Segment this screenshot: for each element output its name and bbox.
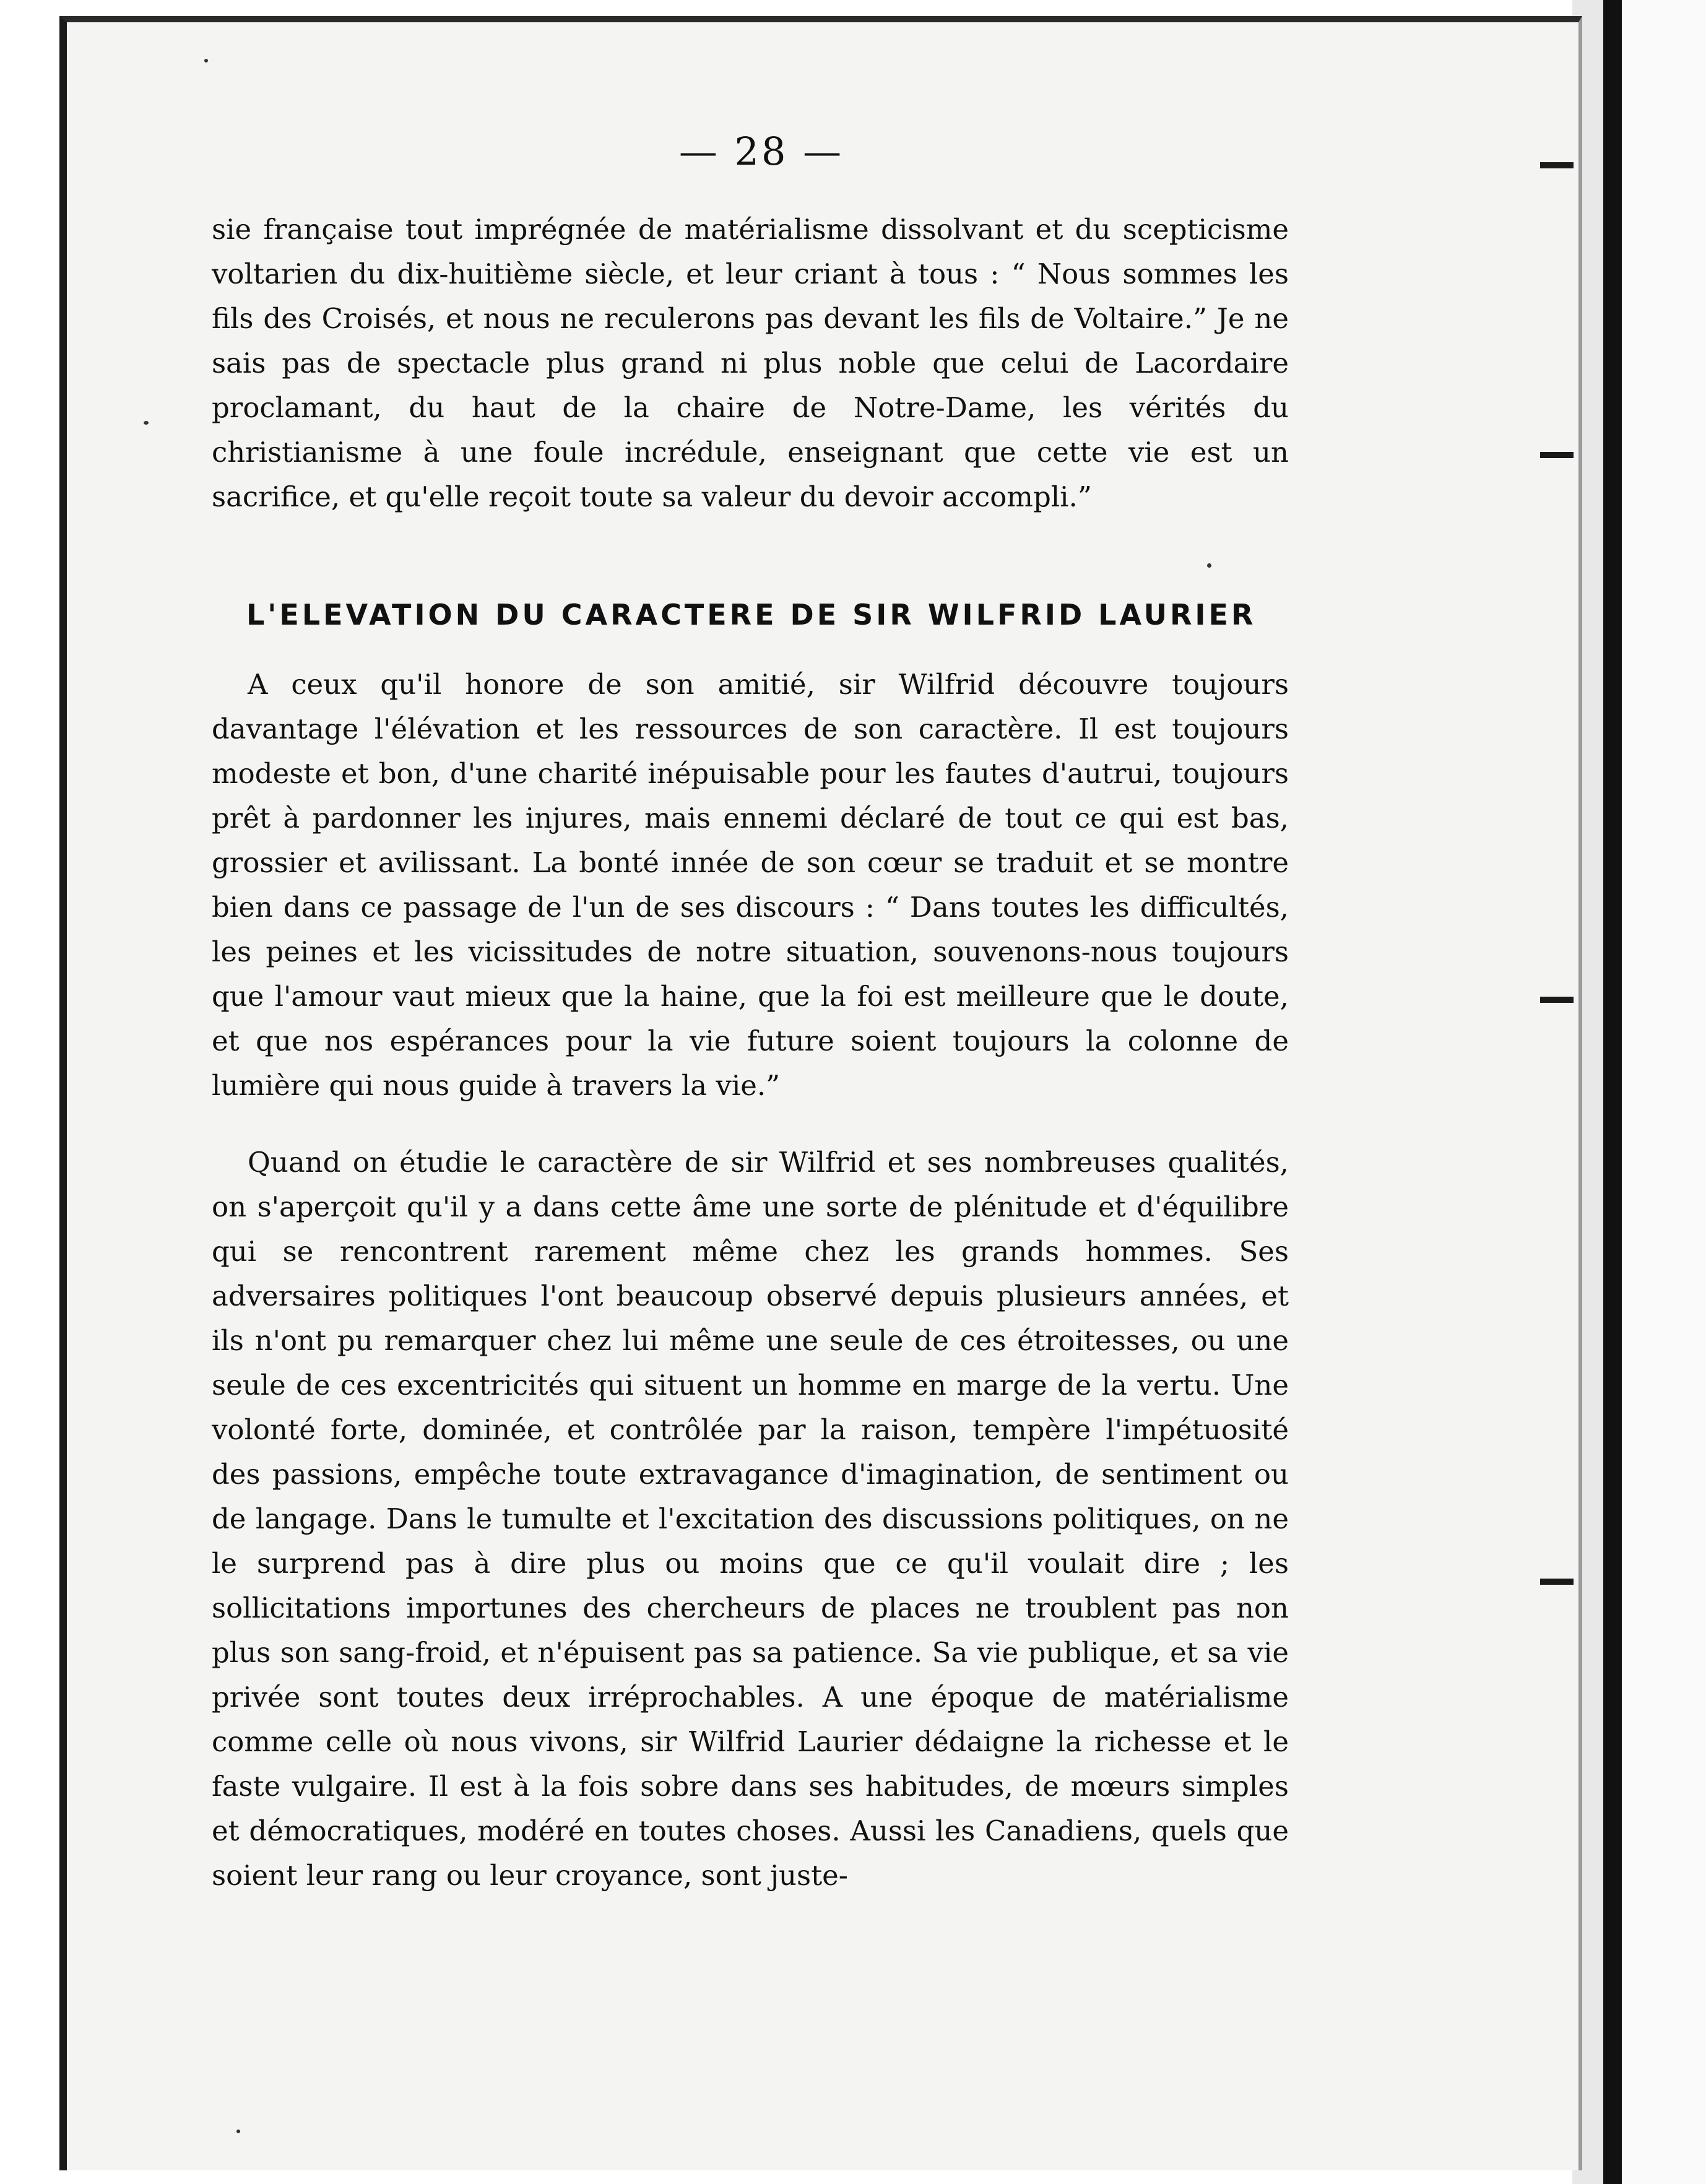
scan-speck [236,2130,240,2133]
paragraph-second: A ceux qu'il honore de son amitié, sir Wilfrid découvre toujours davantage l'élévation et les ressources de son caractère. Il est toujours modeste et bon, d'une charité inépuisable pour les fautes d'autrui, toujours prêt à pardonner les injures, mais ennemi déclaré de tout ce qui est bas, grossier et avilissant. La bonté innée de son cœur se traduit et se montre bien dans ce passage de l'un de ses discours : “ Dans toutes les difficultés, les peines et les vicissitudes de notre situation, souvenons-nous toujours que l'amour vaut mieux que la haine, que la foi est meilleure que le doute, et que nos espérances pour la vie future soient toujours la colonne de lumière qui nous guide à travers la vie.” [212,668,1289,1102]
scan-speck [144,421,149,425]
paragraph-third: Quand on étudie le caractère de sir Wilfrid et ses nombreuses qualités, on s'aperçoit qu'il y a dans cette âme une sorte de plénitude et d'équilibre qui se rencontrent rarement même chez les grands hommes. Ses adversaires politiques l'ont beaucoup observé depuis plusieurs années, et ils n'ont pu remarquer chez lui même une seule de ces étroitesses, ou une seule de ces excentricités qui situent un homme en marge de la vertu. Une volonté forte, dominée, et contrôlée par la raison, tempère l'impétuosité des passions, empêche toute extravagance d'imagination, de sentiment ou de langage. Dans le tumulte et l'excitation des discussions politiques, on ne le surprend pas à dire plus ou moins que ce qu'il voulait dire ; les sollicitations importunes des chercheurs de places ne troublent pas non plus son sang-froid, et n'épuisent pas sa patience. Sa vie publique, et sa vie privée sont toutes deux irréprochables. A une époque de matérialisme comme celle où nous vivons, sir Wilfrid Laurier dédaigne la richesse et le faste vulgaire. Il est à la fois sobre dans ses habitudes, de mœurs simples et démocratiques, modéré en toutes choses. Aussi les Canadiens, quels que soient leur rang ou leur croyance, sont juste- [212,1146,1289,1892]
binding-thread-mark [1540,1579,1574,1585]
page-number: — 28 — [678,129,844,174]
page-binding-edge [1603,0,1622,2184]
binding-thread-mark [1540,162,1574,168]
binding-thread-mark [1540,997,1574,1003]
facing-page-margin [1622,0,1706,2184]
scan-speck [1207,563,1211,568]
binding-thread-mark [1540,452,1574,458]
paragraph-continued: sie française tout imprégnée de matérialisme dissolvant et du scepticisme voltarien du dix-huitième siècle, et leur criant à tous : “ Nous sommes les fils des Croisés, et nous ne reculerons pas devant les fils de Voltaire.” Je ne sais pas de spectacle plus grand ni plus noble que celui de Lacordaire proclamant, du haut de la chaire de Notre-Dame, les vérités du christianisme à une foule incrédule, enseignant que cette vie est un sacrifice, et qu'elle reçoit toute sa valeur du devoir accompli.” [212,213,1289,513]
section-heading: L'ELEVATION DU CARACTERE DE SIR WILFRID LAURIER [246,598,1257,631]
scan-speck [204,59,208,63]
